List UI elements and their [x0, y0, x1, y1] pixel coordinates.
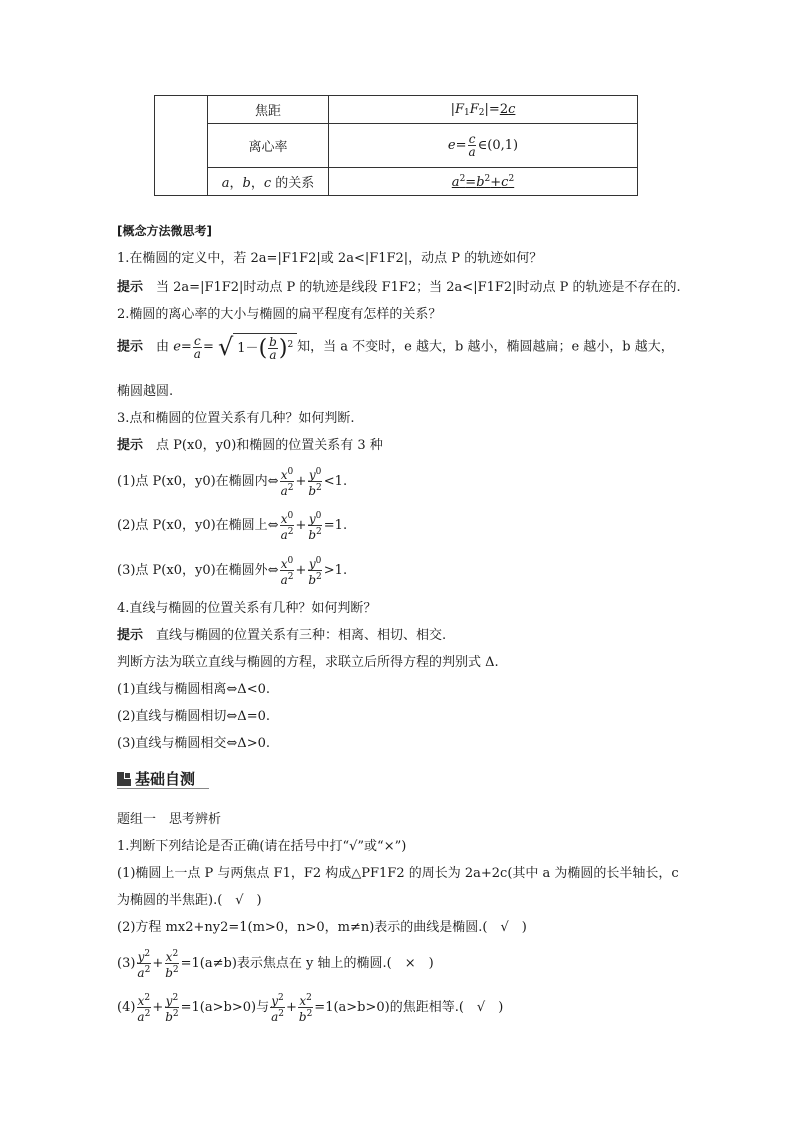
tip-label: 提示	[117, 280, 144, 295]
table-cell-name: a，b，c 的关系	[208, 168, 329, 196]
exercise-item-2: (2)方程 mx2+ny2=1(m>0，n>0，m≠n)表示的曲线是椭圆.( √ )	[117, 920, 527, 935]
question-4: 4.直线与椭圆的位置关系有几种？如何判断？	[117, 601, 377, 616]
table-blank-cell	[155, 96, 208, 196]
tip-2: 提示 由 e= $\frac{c}{a}$ = √ 1－( $\frac{b}{a}$ )$^2$ 知，当 a 不变时，e 越大，b 越小，椭圆越扁；e 越小，b 越大，	[117, 333, 674, 362]
tip-label: 提示	[117, 339, 144, 355]
tip-4: 提示 直线与椭圆的位置关系有三种：相离、相切、相交.	[117, 628, 447, 643]
method-text: 判断方法为联立直线与椭圆的方程，求联立后所得方程的判别式 Δ.	[117, 655, 499, 670]
exercise-item-4: (4) $\frac{x^2}{a^2}$ + $\frac{y^2}{b^2}$ =1(a>b>0)与 $\frac{y^2}{a^2}$ + $\frac{x^2}{b^2}$ =1(a>b>0)的焦距相等.( √ )	[117, 993, 504, 1024]
section-header	[117, 768, 195, 789]
line-case-3: (3)直线与椭圆相交⇔Δ>0.	[117, 736, 270, 751]
ellipse-properties-table	[154, 95, 638, 196]
concept-header: [概念方法微思考]	[117, 224, 212, 238]
table-cell-abc-relation: $a^2=b^2+c^2$	[329, 168, 638, 196]
question-3: 3.点和椭圆的位置关系有几种？如何判断.	[117, 411, 355, 426]
section-title: 基础自测	[135, 770, 196, 788]
line-case-2: (2)直线与椭圆相切⇔Δ=0.	[117, 709, 270, 724]
section-square-icon	[117, 772, 131, 786]
exercise-question: 1.判断下列结论是否正确(请在括号中打“√”或“×”)	[117, 839, 407, 854]
group-title: 题组一 思考辨析	[117, 812, 222, 827]
table-cell-name: 离心率	[208, 124, 329, 168]
sqrt-expression: √ 1－( $\frac{b}{a}$ )$^2$	[218, 333, 297, 361]
question-2: 2.椭圆的离心率的大小与椭圆的扁平程度有怎样的关系？	[117, 307, 442, 322]
tip-label: 提示	[117, 628, 144, 643]
exercise-item-1-line-1: (1)椭圆上一点 P 与两焦点 F1，F2 构成△PF1F2 的周长为 2a+2c(其中 a 为椭圆的长半轴长，c	[117, 866, 679, 881]
table-cell-eccentricity: e= $\frac{c}{a}$ ∈(0,1)	[329, 124, 638, 168]
tip-3: 提示 点 P(x0，y0)和椭圆的位置关系有 3 种	[117, 438, 383, 453]
exercise-item-3: (3) $\frac{y^2}{a^2}$ + $\frac{x^2}{b^2}$ =1(a≠b)表示焦点在 y 轴上的椭圆.( × )	[117, 949, 434, 980]
table-cell-focal-length: $|F_1F_2|=2c$	[329, 96, 638, 124]
case-outside: (3)点 P(x0，y0)在椭圆外⇔ $\frac{x^0}{a^2}$ + $\frac{y^0}{b^2}$ >1.	[117, 556, 348, 587]
question-1: 1.在椭圆的定义中，若 2a=|F1F2|或 2a<|F1F2|，动点 P 的轨迹如何？	[117, 251, 543, 266]
tip-1	[117, 276, 681, 295]
case-on: (2)点 P(x0，y0)在椭圆上⇔ $\frac{x^0}{a^2}$ + $\frac{y^0}{b^2}$ =1.	[117, 511, 348, 542]
exercise-item-1-line-2: 为椭圆的半焦距).( √ )	[117, 893, 262, 908]
tip-text: 当 2a=|F1F2|时动点 P 的轨迹是线段 F1F2；当 2a<|F1F2|时动点 P 的轨迹是不存在的.	[156, 280, 681, 295]
tip-2-end: 椭圆越圆.	[117, 384, 174, 399]
table-cell-name: 焦距	[208, 96, 329, 124]
case-inside: (1)点 P(x0，y0)在椭圆内⇔ $\frac{x^0}{a^2}$ + $\frac{y^0}{b^2}$ <1.	[117, 467, 348, 498]
section-divider	[117, 788, 209, 789]
tip-label: 提示	[117, 438, 144, 453]
line-case-1: (1)直线与椭圆相离⇔Δ<0.	[117, 682, 270, 697]
